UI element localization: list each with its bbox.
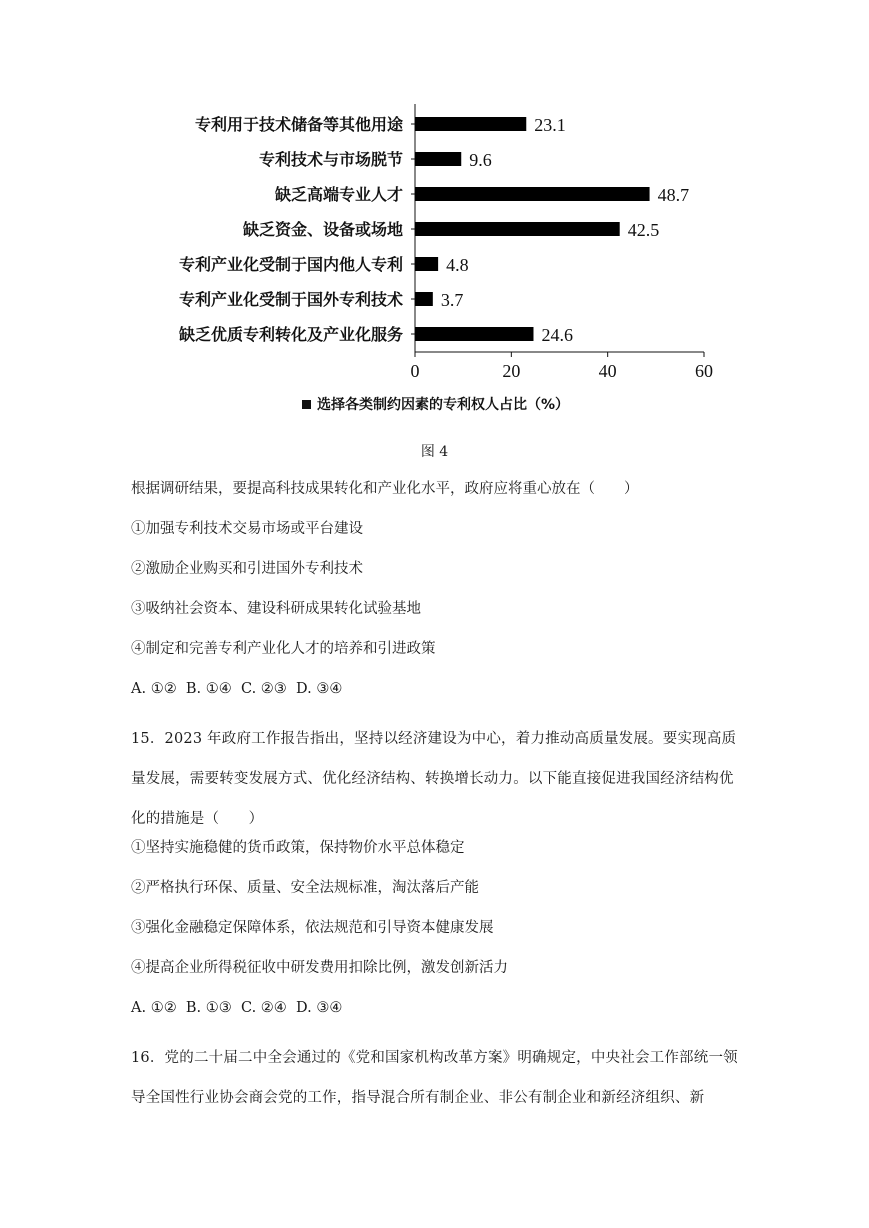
- category-label: 专利用于技术储备等其他用途: [194, 115, 403, 134]
- q14-option-3: ③吸纳社会资本、建设科研成果转化试验基地: [131, 601, 421, 617]
- q15-option-3: ③强化金融稳定保障体系，依法规范和引导资本健康发展: [131, 920, 494, 936]
- bar: [415, 257, 438, 271]
- category-label: 缺乏高端专业人才: [274, 185, 403, 204]
- legend-label: 选择各类制约因素的专利权人占比（%）: [317, 397, 570, 413]
- q14-option-4: ④制定和完善专利产业化人才的培养和引进政策: [131, 641, 436, 657]
- bar: [415, 117, 526, 131]
- category-label: 专利产业化受制于国内他人专利: [178, 255, 403, 274]
- x-tick-label: 0: [410, 361, 420, 381]
- chart-legend: [302, 394, 569, 414]
- data-label: 24.6: [541, 325, 573, 345]
- bar: [415, 222, 620, 236]
- q15-option-1: ①坚持实施稳健的货币政策，保持物价水平总体稳定: [131, 840, 465, 856]
- data-label: 4.8: [446, 255, 469, 275]
- data-label: 23.1: [534, 115, 566, 135]
- x-tick-label: 40: [598, 361, 617, 381]
- q15-option-2: ②严格执行环保、质量、安全法规标准，淘汰落后产能: [131, 880, 479, 896]
- q14-option-1: ①加强专利技术交易市场或平台建设: [131, 521, 363, 537]
- x-tick-label: 20: [502, 361, 521, 381]
- bar: [415, 187, 650, 201]
- data-label: 42.5: [627, 220, 660, 240]
- data-label: 3.7: [440, 290, 464, 310]
- q15-choices: A. ①② B. ①③ C. ②④ D. ③④: [131, 1000, 343, 1016]
- q16-stem: 16．党的二十届二中全会通过的《党和国家机构改革方案》明确规定，中央社会工作部统一领导全国性行业协会商会党的工作，指导混合所有制企业、非公有制企业和新经济组织、新: [131, 1050, 738, 1106]
- x-tick-label: 60: [695, 361, 713, 381]
- bar: [415, 292, 433, 306]
- bar: [415, 152, 461, 166]
- bar-chart: [0, 0, 869, 420]
- category-label: 缺乏优质专利转化及产业化服务: [178, 325, 403, 344]
- q14-option-2: ②激励企业购买和引进国外专利技术: [131, 561, 363, 577]
- q14-choices: A. ①② B. ①④ C. ②③ D. ③④: [131, 681, 343, 697]
- q15-stem: 15．2023 年政府工作报告指出，坚持以经济建设为中心，着力推动高质量发展。要实现高质量发展，需要转变发展方式、优化经济结构、转换增长动力。以下能直接促进我国经济结构优化的措施是（ ）: [131, 731, 737, 827]
- category-label: 专利产业化受制于国外专利技术: [178, 290, 403, 309]
- data-label: 48.7: [657, 185, 690, 205]
- chart-svg: [0, 0, 869, 420]
- category-label: 缺乏资金、设备或场地: [242, 220, 403, 239]
- figure-caption: 图 4: [420, 444, 449, 460]
- legend-swatch: [302, 400, 311, 409]
- bar: [415, 327, 533, 341]
- q15-option-4: ④提高企业所得税征收中研发费用扣除比例，激发创新活力: [131, 960, 508, 976]
- category-label: 专利技术与市场脱节: [258, 150, 403, 169]
- data-label: 9.6: [469, 150, 492, 170]
- q14-stem: 根据调研结果，要提高科技成果转化和产业化水平，政府应将重心放在（ ）: [131, 481, 639, 497]
